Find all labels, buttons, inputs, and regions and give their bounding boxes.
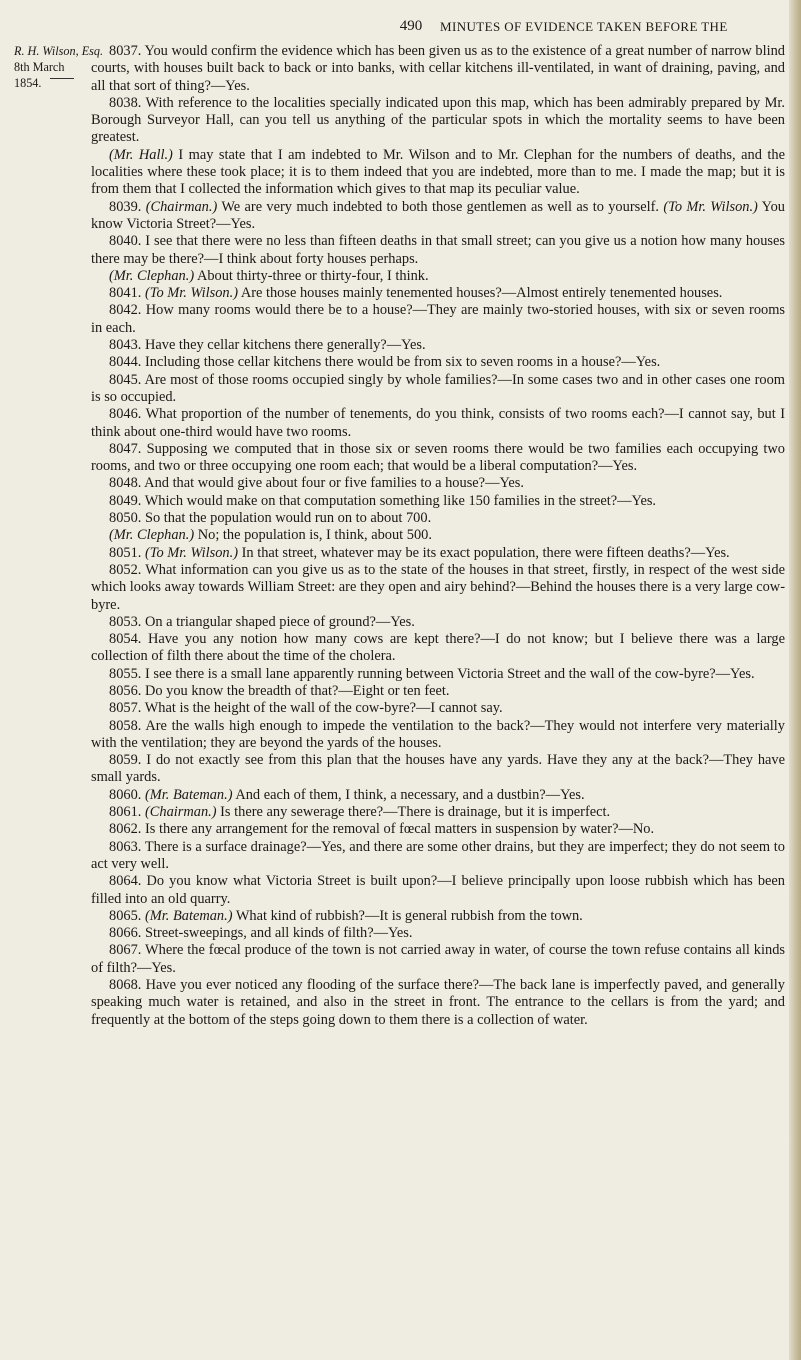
speaker-label: (Mr. Hall.) [109, 146, 173, 163]
evidence-paragraph [91, 925, 785, 942]
paragraph-text: In that street, whatever may be its exact population, there were fifteen deaths?—Yes. [238, 544, 730, 561]
evidence-paragraph [91, 666, 785, 683]
evidence-paragraph [91, 614, 785, 631]
paragraph-text: 8041. [109, 285, 145, 302]
paragraph-text: I may state that I am indebted to Mr. Wilson and to Mr. Clephan for the numbers of deaths, and the localities where these took place; it is to them indeed that you are indebted, more than to me. I made the map; but it is from them that I collected the information which gives to that map its peculiar value. [91, 146, 785, 198]
evidence-paragraph [91, 908, 785, 925]
evidence-paragraph [91, 302, 785, 337]
paragraph-text: 8044. Including those cellar kitchens there would be from six to seven rooms in a house?—Yes. [109, 354, 661, 371]
evidence-paragraph [91, 718, 785, 753]
paragraph-text: And each of them, I think, a necessary, and a dustbin?—Yes. [232, 786, 585, 803]
paragraph-text: What kind of rubbish?—It is general rubbish from the town. [232, 907, 583, 924]
paragraph-text: 8052. What information can you give us as to the state of the houses in that street, firstly, in respect of the west side which looks away towards William Street: are they open and airy behind?—Behind the houses there is a very large cow-byre. [91, 561, 785, 613]
speaker-label: (Chairman.) [145, 198, 218, 215]
paragraph-text: Is there any sewerage there?—There is drainage, but it is imperfect. [216, 804, 611, 821]
paragraph-text: 8062. Is there any arrangement for the removal of fœcal matters in suspension by water?—No. [109, 821, 655, 838]
margin-date: 8th March 1854. [14, 60, 65, 90]
evidence-paragraph [91, 268, 785, 285]
evidence-paragraph [91, 493, 785, 510]
evidence-paragraph [91, 527, 785, 544]
paragraph-text: 8042. How many rooms would there be to a house?—They are mainly two-storied houses, with six or seven rooms in each. [91, 302, 785, 336]
evidence-paragraph [91, 233, 785, 268]
paragraph-text: 8053. On a triangular shaped piece of ground?—Yes. [109, 613, 415, 630]
evidence-paragraph [91, 631, 785, 666]
paragraph-text: 8051. [109, 544, 145, 561]
evidence-paragraph [91, 354, 785, 371]
paragraph-text: 8045. Are most of those rooms occupied singly by whole families?—In some cases two and in other cases one room is so occupied. [91, 371, 785, 405]
speaker-label: (Mr. Clephan.) [109, 267, 195, 284]
evidence-paragraph [91, 406, 785, 441]
speaker-label: (To Mr. Wilson.) [663, 198, 758, 215]
evidence-paragraph [91, 285, 785, 302]
page-number: 490 [399, 18, 423, 34]
evidence-paragraph [91, 441, 785, 476]
margin-rule [50, 78, 74, 79]
evidence-paragraph [91, 977, 785, 1029]
paragraph-text: 8066. Street-sweepings, and all kinds of filth?—Yes. [109, 925, 413, 942]
paragraph-text: 8056. Do you know the breadth of that?—Eight or ten feet. [109, 682, 450, 699]
paragraph-text: 8067. Where the fœcal produce of the town is not carried away in water, of course the town refuse contains all kinds of filth?—Yes. [91, 942, 785, 976]
paragraph-text: About thirty-three or thirty-four, I think. [194, 267, 429, 284]
paragraph-text: 8037. You would confirm the evidence which has been given us as to the existence of a great number of narrow blind courts, with houses built back to back or into banks, with cellar kitchens ill-ventilated, in want of draining, paving, and all that sort of thing?—Yes. [91, 43, 785, 94]
evidence-paragraph [91, 95, 785, 147]
evidence-paragraph [91, 873, 785, 908]
speaker-label: (To Mr. Wilson.) [144, 285, 239, 302]
evidence-paragraph [91, 510, 785, 527]
paragraph-text: 8038. With reference to the localities specially indicated upon this map, which has been admirably prepared by Mr. Borough Surveyor Hall, can you tell us anything of the particular spots in which the mortality seems to have been greatest. [91, 94, 785, 146]
evidence-paragraph [91, 147, 785, 199]
evidence-paragraph [91, 821, 785, 838]
paragraph-text: 8040. I see that there were no less than fifteen deaths in that small street; can you give us a notion how many houses there may be there?—I think about forty houses perhaps. [91, 233, 785, 267]
evidence-paragraph [91, 199, 785, 234]
book-spine-edge [789, 0, 801, 1360]
speaker-label: (To Mr. Wilson.) [144, 544, 239, 561]
paragraph-text: 8047. Supposing we computed that in those six or seven rooms there would be two families each occupying two rooms, and two or three occupying one room each; that would be a liberal computation?—Yes. [91, 440, 785, 475]
paragraph-text: We are very much indebted to both those gentlemen as well as to yourself. [217, 198, 664, 215]
paragraph-text: 8058. Are the walls high enough to impede the ventilation to the back?—They would not interfere very materially with the ventilation; they are beyond the yards of the houses. [91, 717, 785, 751]
paragraph-text: 8046. What proportion of the number of tenements, do you think, consists of two rooms each?—I cannot say, but I think about one-third would have two rooms. [91, 406, 785, 440]
paragraph-text: You know Victoria Street?—Yes. [91, 198, 786, 232]
evidence-paragraph [91, 683, 785, 700]
margin-witness-name: R. H. Wilson, Esq. [14, 44, 104, 58]
speaker-label: (Mr. Bateman.) [144, 786, 233, 803]
paragraph-text: 8063. There is a surface drainage?—Yes, and there are some other drains, but they are imperfect; they do not seem to act very well. [91, 838, 785, 872]
paragraph-text: 8061. [109, 804, 145, 821]
evidence-paragraph [91, 942, 785, 977]
evidence-paragraph [91, 562, 785, 614]
paragraph-text: 8054. Have you any notion how many cows are kept there?—I do not know; but I believe there was a large collection of filth there about the time of the cholera. [91, 631, 785, 665]
paragraph-text: 8055. I see there is a small lane apparently running between Victoria Street and the wall of the cow-byre?—Yes. [109, 665, 755, 682]
evidence-paragraph [91, 700, 785, 717]
paragraph-text: 8057. What is the height of the wall of the cow-byre?—I cannot say. [109, 700, 503, 717]
paragraph-text: 8049. Which would make on that computation something like 150 families in the street?—Yes. [109, 492, 657, 509]
evidence-paragraph [91, 43, 785, 95]
evidence-paragraph [91, 752, 785, 787]
paragraph-text: Are those houses mainly tenemented houses?—Almost entirely tenemented houses. [238, 285, 723, 302]
evidence-paragraph [91, 804, 785, 821]
speaker-label: (Mr. Clephan.) [109, 527, 195, 544]
running-head: MINUTES OF EVIDENCE TAKEN BEFORE THE [440, 19, 728, 34]
evidence-paragraph [91, 372, 785, 407]
evidence-paragraph [91, 337, 785, 354]
evidence-paragraph [91, 475, 785, 492]
evidence-paragraph [91, 839, 785, 874]
paragraph-text: 8068. Have you ever noticed any flooding of the surface there?—The back lane is imperfectly paved, and generally speaking much water is retained, and also in the street in front. The entrance to the cellars is from the yard; and frequently at the bottom of the steps going down to them there is a collection of water. [91, 977, 785, 1028]
paragraph-text: 8059. I do not exactly see from this plan that the houses have any yards. Have they any at the back?—They have small yards. [91, 752, 785, 786]
evidence-paragraph [91, 545, 785, 562]
paragraph-text: No; the population is, I think, about 500. [194, 527, 432, 544]
paragraph-text: 8065. [109, 907, 145, 924]
evidence-body [91, 43, 785, 1029]
paragraph-text: 8050. So that the population would run on to about 700. [109, 510, 432, 527]
paragraph-text: 8064. Do you know what Victoria Street is built upon?—I believe principally upon loose rubbish which has been filled into an old quarry. [91, 873, 785, 907]
evidence-paragraph [91, 787, 785, 804]
speaker-label: (Chairman.) [144, 804, 217, 821]
paragraph-text: 8060. [109, 786, 145, 803]
paragraph-text: 8043. Have they cellar kitchens there generally?—Yes. [109, 337, 426, 354]
paragraph-text: 8048. And that would give about four or five families to a house?—Yes. [109, 475, 525, 492]
paragraph-text: 8039. [109, 198, 146, 215]
speaker-label: (Mr. Bateman.) [144, 907, 233, 924]
